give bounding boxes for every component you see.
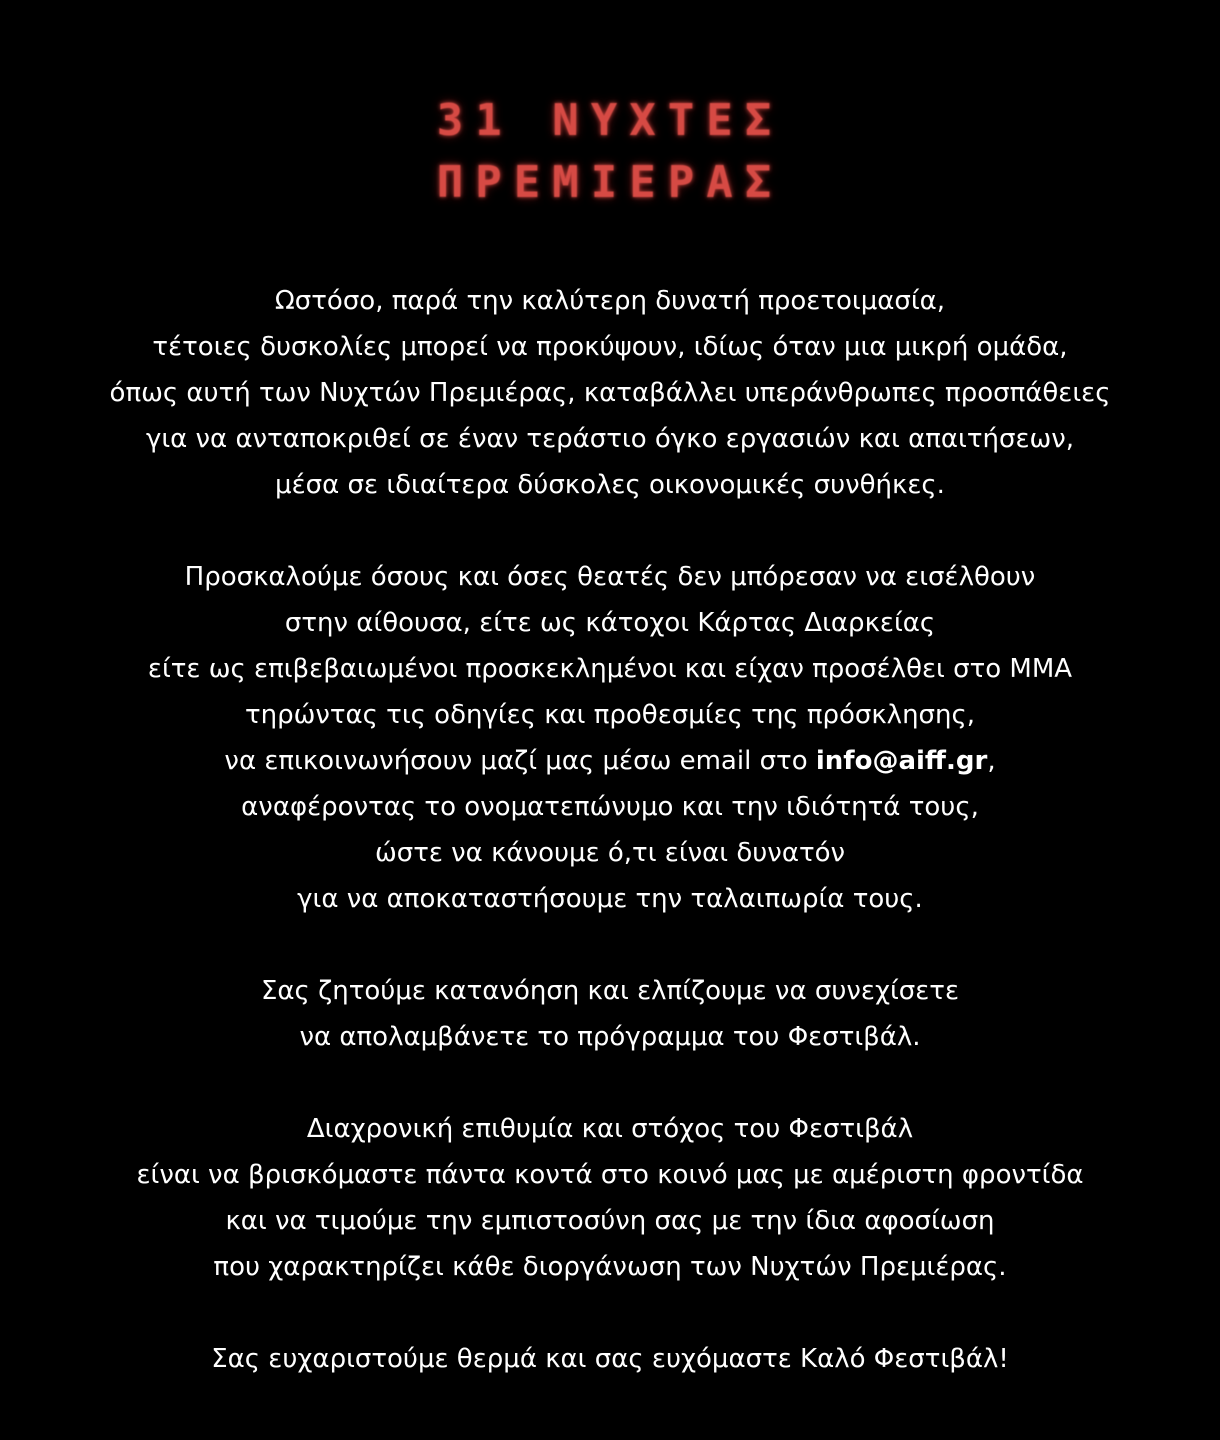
text-line: στην αίθουσα, είτε ως κάτοχοι Κάρτας Διαρκείας <box>284 608 936 638</box>
email-prefix: να επικοινωνήσουν μαζί μας μέσω email στο <box>224 746 816 776</box>
text-line: για να ανταποκριθεί σε έναν τεράστιο όγκο εργασιών και απαιτήσεων, <box>145 424 1075 454</box>
text-line: και να τιμούμε την εμπιστοσύνη σας με την ίδια αφοσίωση <box>225 1206 995 1236</box>
paragraph-understanding <box>0 968 1220 1060</box>
text-line: όπως αυτή των Νυχτών Πρεμιέρας, καταβάλλει υπεράνθρωπες προσπάθειες <box>109 378 1111 408</box>
text-line: τηρώντας τις οδηγίες και προθεσμίες της πρόσκλησης, <box>244 700 976 730</box>
text-line: Ωστόσο, παρά την καλύτερη δυνατή προετοιμασία, <box>274 286 946 316</box>
logo-line-1: 31 ΝΥΧΤΕΣ <box>436 95 784 146</box>
paragraph-invitation <box>0 554 1220 922</box>
email-line <box>0 738 1220 784</box>
paragraph-goal <box>0 1106 1220 1290</box>
text-line: τέτοιες δυσκολίες μπορεί να προκύψουν, ιδίως όταν μια μικρή ομάδα, <box>152 332 1068 362</box>
text-line: Σας ζητούμε κατανόηση και ελπίζουμε να συνεχίσετε <box>260 976 959 1006</box>
festival-logo <box>0 90 1220 214</box>
text-line: είτε ως επιβεβαιωμένοι προσκεκλημένοι και είχαν προσέλθει στο ΜΜΑ <box>147 654 1073 684</box>
paragraph-thanks <box>0 1336 1220 1382</box>
text-line: μέσα σε ιδιαίτερα δύσκολες οικονομικές συνθήκες. <box>275 470 945 500</box>
email-link[interactable]: info@aiff.gr <box>815 746 988 776</box>
logo-line-2: ΠΡΕΜΙΕΡΑΣ <box>436 157 784 208</box>
paragraph-preparation <box>0 278 1220 508</box>
text-line: Προσκαλούμε όσους και όσες θεατές δεν μπόρεσαν να εισέλθουν <box>184 562 1036 592</box>
text-line: να απολαμβάνετε το πρόγραμμα του Φεστιβάλ. <box>299 1022 921 1052</box>
text-line: Διαχρονική επιθυμία και στόχος του Φεστιβάλ <box>306 1114 914 1144</box>
announcement-text <box>0 278 1220 1382</box>
text-line: που χαρακτηρίζει κάθε διοργάνωση των Νυχτών Πρεμιέρας. <box>213 1252 1007 1282</box>
text-line: Σας ευχαριστούμε θερμά και σας ευχόμαστε Καλό Φεστιβάλ! <box>211 1344 1009 1374</box>
text-line: είναι να βρισκόμαστε πάντα κοντά στο κοινό μας με αμέριστη φροντίδα <box>136 1160 1084 1190</box>
text-line: για να αποκαταστήσουμε την ταλαιπωρία τους. <box>297 884 923 914</box>
email-suffix: , <box>987 746 996 776</box>
text-line: αναφέροντας το ονοματεπώνυμο και την ιδιότητά τους, <box>241 792 979 822</box>
text-line: ώστε να κάνουμε ό,τι είναι δυνατόν <box>374 838 846 868</box>
